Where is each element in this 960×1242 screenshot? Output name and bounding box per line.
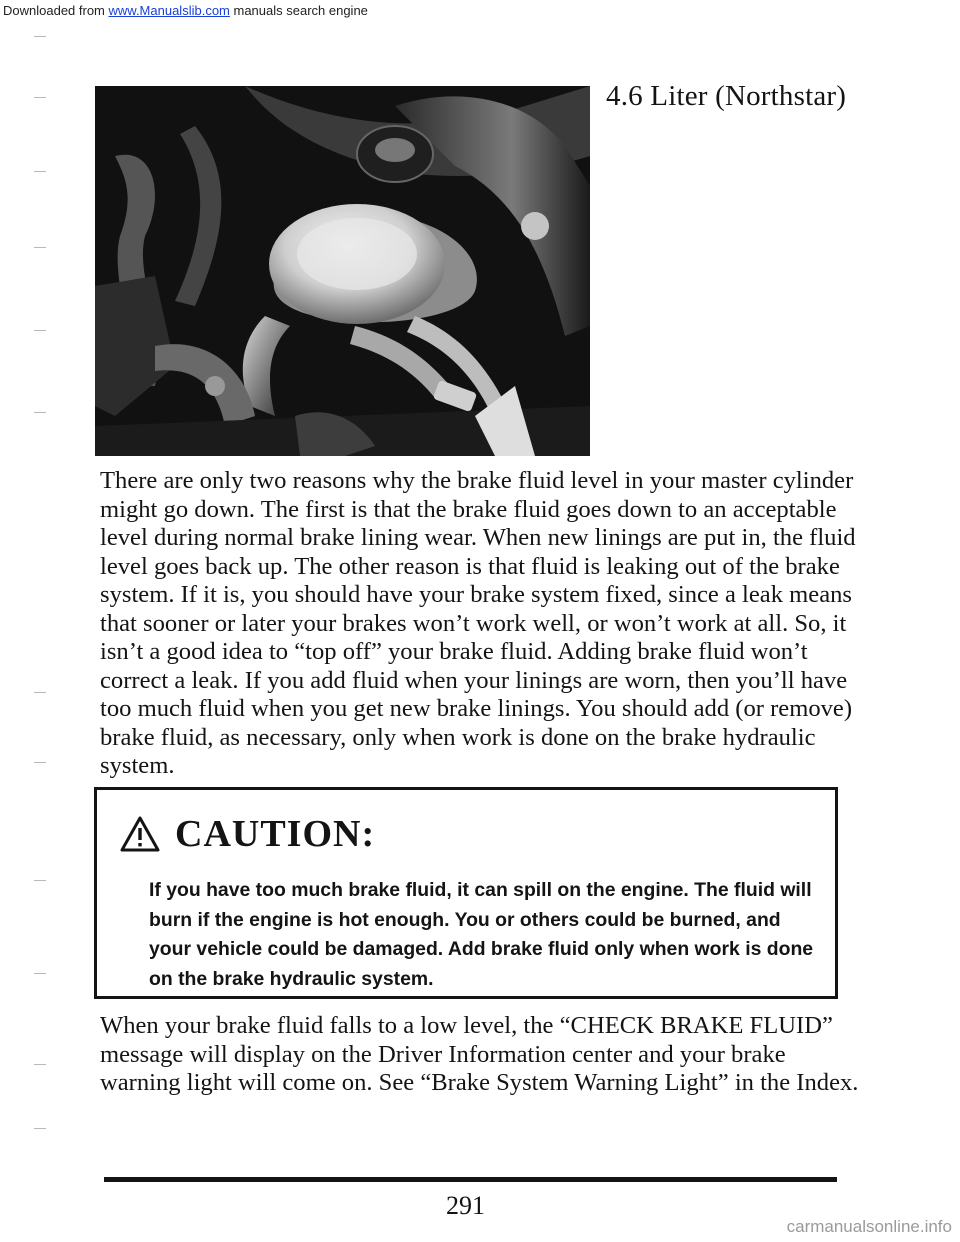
caution-heading: [119, 812, 375, 856]
banner-suffix: manuals search engine: [229, 3, 368, 18]
engine-compartment-photo: [95, 86, 590, 456]
caution-text: If you have too much brake fluid, it can spill on the engine. The fluid will burn if the engine is hot enough. You or others could be burned, and your vehicle could be damaged. Add brake fluid only when work is done on the brake hydraulic system.: [149, 879, 814, 990]
banner-prefix: Downloaded from: [3, 3, 109, 18]
figure-caption: 4.6 Liter (Northstar): [606, 80, 847, 112]
footer-rule: [104, 1177, 837, 1182]
page-number: 291: [446, 1191, 485, 1220]
warning-triangle-icon: [119, 815, 161, 853]
check-brake-fluid-paragraph: When your brake fluid falls to a low level, the “CHECK BRAKE FLUID” message will display on the Driver Information center and your brake warning light will come on. See “Brake System Warning Light” in the Index.: [100, 1012, 859, 1096]
download-banner: [3, 3, 368, 18]
caution-box: [94, 787, 838, 999]
watermark: carmanualsonline.info: [786, 1217, 952, 1236]
brake-reservoir-image: [95, 86, 590, 456]
manualslib-link[interactable]: www.Manualslib.com: [108, 3, 230, 18]
caution-title: CAUTION:: [175, 813, 376, 855]
brake-fluid-paragraph: There are only two reasons why the brake fluid level in your master cylinder might go down. The first is that the brake fluid goes down to an acceptable level during normal brake lining wear. When new linings are put in, the fluid level goes back up. The other reason is that fluid is leaking out of the brake system. If it is, you should have your brake system fixed, since a leak means that sooner or later your brakes won’t work well, or won’t work at all. So, it isn’t a good idea to “top off” your brake fluid. Adding brake fluid won’t correct a leak. If you add fluid when your linings are worn, then you’ll have too much fluid when you get new brake linings. You should add (or remove) brake fluid, as necessary, only when work is done on the brake hydraulic system.: [100, 467, 856, 779]
